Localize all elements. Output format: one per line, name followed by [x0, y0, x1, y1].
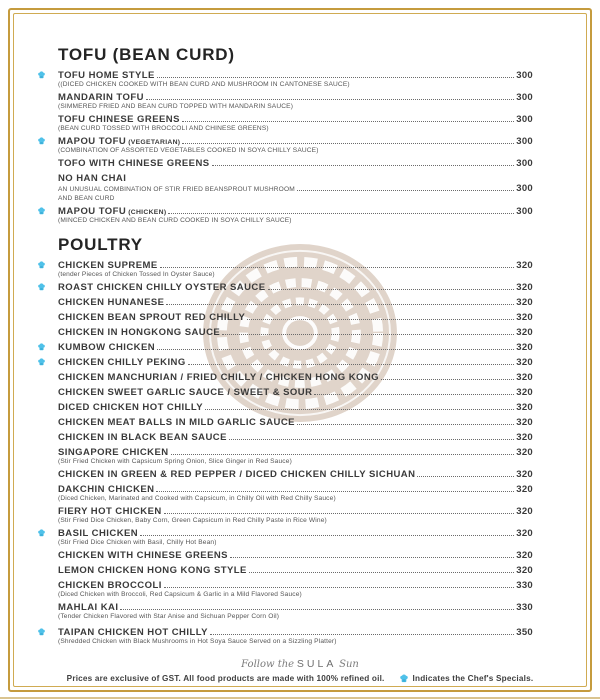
item-name: DAKCHIN CHICKEN: [58, 484, 155, 495]
dot-leader: [247, 319, 514, 320]
item-name: CHICKEN MEAT BALLS IN MILD GARLIC SAUCE: [58, 417, 295, 428]
menu-item: [36, 298, 533, 308]
item-name-line: [58, 403, 533, 413]
item-name: FIERY HOT CHICKEN: [58, 506, 162, 517]
item-description: ((DICED CHICKEN COOKED WITH BEAN CURD AND MUSHROOM IN CANTONESE SAUCE): [58, 81, 350, 88]
item-desc-line: [58, 81, 533, 88]
item-name-suffix: (VEGETARIAN): [128, 139, 181, 146]
item-price: 320: [516, 432, 533, 443]
menu-item: [36, 343, 533, 353]
menu-item: [36, 137, 533, 154]
item-name: TOFO WITH CHINESE GREENS: [58, 158, 210, 169]
item-name-line: [58, 433, 533, 443]
chefs-special-icon: [37, 71, 47, 80]
item-desc-line: [58, 638, 533, 645]
item-name-line: [58, 470, 533, 480]
menu-item: [36, 418, 533, 428]
item-description: (Shredded Chicken with Black Mushrooms in Hot Soya Sauce Served on a Sizzling Platter): [58, 638, 337, 645]
item-price: 320: [516, 260, 533, 271]
dot-leader: [120, 609, 514, 610]
tagline-script-1: Follow the: [241, 659, 295, 670]
menu-item: [36, 283, 533, 293]
item-name-line: [58, 551, 533, 561]
item-price: 330: [516, 602, 533, 613]
menu-item: [36, 388, 533, 398]
dot-leader: [156, 491, 514, 492]
item-price: 320: [516, 565, 533, 576]
item-price: 330: [516, 580, 533, 591]
item-name-suffix: (CHICKEN): [128, 209, 167, 216]
item-name-line: [58, 566, 533, 576]
chefs-special-icon: [37, 261, 47, 270]
dot-leader: [140, 535, 514, 536]
item-name-line: [58, 71, 533, 81]
dot-leader: [157, 349, 514, 350]
brand-tagline: [30, 658, 570, 670]
item-price: 350: [516, 627, 533, 638]
section-title: POULTRY: [58, 235, 143, 254]
item-desc-line: [58, 147, 533, 154]
item-price: 300: [516, 114, 533, 125]
item-price: 300: [516, 70, 533, 81]
item-desc-line: [58, 591, 533, 598]
item-price: 320: [516, 402, 533, 413]
menu-section: [36, 235, 533, 645]
item-name: CHICKEN IN BLACK BEAN SAUCE: [58, 432, 227, 443]
item-price: 320: [516, 282, 533, 293]
menu-item: [36, 470, 533, 480]
item-price: 320: [516, 484, 533, 495]
chefs-special-icon: [37, 628, 47, 637]
dot-leader: [268, 289, 515, 290]
dot-leader: [171, 454, 515, 455]
item-price: 320: [516, 342, 533, 353]
item-name: ROAST CHICKEN CHILLY OYSTER SAUCE: [58, 282, 266, 293]
item-price: 320: [516, 372, 533, 383]
item-name: CHICKEN IN GREEN & RED PEPPER / DICED CHICKEN CHILLY SICHUAN: [58, 469, 416, 480]
item-desc-line: [58, 458, 533, 465]
item-description: (Stir Fried Dice Chicken, Baby Corn, Green Capsicum in Red Chilly Paste in Rice Wine): [58, 517, 327, 524]
item-description: (tender Pieces of Chicken Tossed In Oyster Sauce): [58, 271, 215, 278]
item-name: MAPOU TOFU: [58, 136, 127, 147]
dot-leader: [164, 587, 514, 588]
item-name: MAHLAI KAI: [58, 602, 119, 613]
item-name-line: [58, 485, 533, 495]
menu-item: [36, 566, 533, 576]
dot-leader: [157, 77, 514, 78]
menu-item: [36, 328, 533, 338]
menu-item: [36, 448, 533, 465]
item-name: SINGAPORE CHICKEN: [58, 447, 169, 458]
item-price: 300: [516, 136, 533, 147]
item-description: (COMBINATION OF ASSORTED VEGETABLES COOKED IN SOYA CHILLY SAUCE): [58, 147, 319, 154]
item-price: 320: [516, 528, 533, 539]
item-name-line: [58, 313, 533, 323]
page-footer: [30, 658, 570, 683]
item-price: 320: [516, 312, 533, 323]
item-desc-line: [58, 613, 533, 620]
menu-item: [36, 313, 533, 323]
item-desc-line: [58, 495, 533, 502]
item-description: (BEAN CURD TOSSED WITH BROCCOLI AND CHINESE GREENS): [58, 125, 269, 132]
dot-leader: [249, 572, 514, 573]
item-name-line: [58, 418, 533, 428]
item-name-line: [58, 298, 533, 308]
item-name: CHICKEN SWEET GARLIC SAUCE / SWEET & SOUR: [58, 387, 313, 398]
item-name-line: [58, 115, 533, 125]
page-bottom-edge: [0, 697, 600, 699]
dot-leader: [212, 165, 515, 166]
dot-leader: [314, 394, 514, 395]
dot-leader: [164, 513, 515, 514]
dot-leader: [168, 213, 514, 214]
item-name-line: [58, 388, 533, 398]
item-price: 320: [516, 387, 533, 398]
item-name: TOFU CHINESE GREENS: [58, 114, 180, 125]
item-name-line: [58, 581, 533, 591]
dot-leader: [182, 143, 514, 144]
menu-item: [36, 261, 533, 278]
dot-leader: [166, 304, 514, 305]
dot-leader: [381, 379, 514, 380]
item-name: MANDARIN TOFU: [58, 92, 144, 103]
item-name: CHICKEN BROCCOLI: [58, 580, 162, 591]
tagline-brand: SULA: [296, 658, 337, 670]
chefs-special-icon: [37, 358, 47, 367]
dot-leader: [297, 424, 514, 425]
dot-leader: [229, 439, 514, 440]
menu-item: [36, 159, 533, 169]
menu-sections: [36, 45, 533, 650]
item-price: 300: [516, 206, 533, 217]
item-name: NO HAN CHAI: [58, 173, 127, 184]
item-name: CHICKEN CHILLY PEKING: [58, 357, 186, 368]
item-desc-line: [58, 184, 533, 194]
chefs-special-icon: [37, 137, 47, 146]
menu-item: [36, 507, 533, 524]
item-name-line: [58, 628, 533, 638]
item-name-line: [58, 207, 533, 217]
item-name: DICED CHICKEN HOT CHILLY: [58, 402, 204, 413]
footer-note-row: [30, 674, 570, 683]
menu-item: [36, 373, 533, 383]
item-price: 320: [516, 506, 533, 517]
item-name-line: [58, 159, 533, 169]
dot-leader: [188, 364, 515, 365]
item-name-line: [58, 529, 533, 539]
item-name: MAPOU TOFU: [58, 206, 127, 217]
item-name-line: [58, 283, 533, 293]
item-price: 320: [516, 357, 533, 368]
item-price: 300: [516, 183, 533, 194]
item-name-line: [58, 93, 533, 103]
menu-item: [36, 71, 533, 88]
item-name: CHICKEN SUPREME: [58, 260, 158, 271]
menu-item: [36, 207, 533, 224]
item-price: 320: [516, 417, 533, 428]
item-name: TOFU HOME STYLE: [58, 70, 155, 81]
item-description: AN UNUSUAL COMBINATION OF STIR FRIED BEANSPROUT MUSHROOM: [58, 186, 295, 193]
item-description: (Diced Chicken, Marinated and Cooked with Capsicum, in Chilly Oil with Red Chilly Sauce): [58, 495, 336, 502]
dot-leader: [182, 121, 514, 122]
dot-leader: [222, 334, 514, 335]
item-name-line: [58, 603, 533, 613]
chefs-special-icon: [399, 674, 409, 683]
item-name-line: [58, 507, 533, 517]
item-price: 300: [516, 92, 533, 103]
item-description: (Tender Chicken Flavored with Star Anise and Sichuan Pepper Corn Oil): [58, 613, 280, 620]
menu-item: [36, 628, 533, 645]
menu-item: [36, 115, 533, 132]
item-name-line: [58, 373, 533, 383]
item-name-line: [58, 358, 533, 368]
dot-leader: [160, 267, 515, 268]
item-name: KUMBOW CHICKEN: [58, 342, 156, 353]
item-description: (Stir Fried Dice Chicken with Basil, Chilly Hot Bean): [58, 539, 217, 546]
chefs-special-note: Indicates the Chef's Specials.: [412, 674, 534, 683]
item-description: (Stir Fried Chicken with Capsicum Spring Onion, Slice Ginger in Red Sauce): [58, 458, 292, 465]
chefs-special-icon: [37, 343, 47, 352]
item-desc-line: [58, 517, 533, 524]
menu-item: [36, 551, 533, 561]
item-price: 320: [516, 297, 533, 308]
dot-leader: [230, 557, 514, 558]
item-price: 320: [516, 469, 533, 480]
tagline-script-2: Sun: [339, 659, 359, 670]
menu-item: [36, 603, 533, 620]
chefs-special-icon: [37, 529, 47, 538]
item-name: BASIL CHICKEN: [58, 528, 139, 539]
item-price: 320: [516, 447, 533, 458]
menu-item: [36, 93, 533, 110]
item-name-line: [58, 137, 533, 147]
item-price: 300: [516, 158, 533, 169]
item-desc-line: [58, 103, 533, 110]
item-name: CHICKEN HUNANESE: [58, 297, 165, 308]
item-name-line: [58, 343, 533, 353]
item-name: CHICKEN IN HONGKONG SAUCE: [58, 327, 221, 338]
chefs-special-icon: [37, 207, 47, 216]
dot-leader: [146, 99, 514, 100]
item-desc-line: [58, 125, 533, 132]
menu-section: [36, 45, 533, 224]
item-description-2: AND BEAN CURD: [58, 195, 115, 202]
item-description: (MINCED CHICKEN AND BEAN CURD COOKED IN SOYA CHILLY SAUCE): [58, 217, 292, 224]
menu-item: [36, 433, 533, 443]
item-description: (SIMMERED FRIED AND BEAN CURD TOPPED WITH MANDARIN SAUCE): [58, 103, 294, 110]
item-price: 320: [516, 550, 533, 561]
item-description: (Diced Chicken with Broccoli, Red Capsicum & Garlic in a Mild Flavored Sauce): [58, 591, 302, 598]
item-name-line: [58, 261, 533, 271]
item-name-line: [58, 174, 533, 184]
section-items: [36, 71, 533, 224]
menu-item: [36, 529, 533, 546]
item-name: CHICKEN WITH CHINESE GREENS: [58, 550, 228, 561]
gst-note: Prices are exclusive of GST. All food products are made with 100% refined oil.: [66, 674, 385, 683]
menu-item: [36, 358, 533, 368]
item-name-line: [58, 448, 533, 458]
item-desc-line: [58, 217, 533, 224]
dot-leader: [210, 634, 514, 635]
dot-leader: [297, 190, 514, 191]
dot-leader: [205, 409, 514, 410]
item-name: TAIPAN CHICKEN HOT CHILLY: [58, 627, 208, 638]
item-name: LEMON CHICKEN HONG KONG STYLE: [58, 565, 247, 576]
dot-leader: [417, 476, 514, 477]
menu-item: [36, 403, 533, 413]
item-price: 320: [516, 327, 533, 338]
chefs-special-icon: [37, 283, 47, 292]
item-name: CHICKEN MANCHURIAN / FRIED CHILLY / CHICKEN HONG KONG: [58, 372, 379, 383]
menu-item: [36, 174, 533, 202]
item-name: CHICKEN BEAN SPROUT RED CHILLY: [58, 312, 246, 323]
menu-item: [36, 485, 533, 502]
section-items: [36, 261, 533, 645]
menu-item: [36, 581, 533, 598]
item-desc-line: [58, 539, 533, 546]
item-name-line: [58, 328, 533, 338]
section-title: TOFU (BEAN CURD): [58, 45, 235, 64]
item-desc-line: [58, 271, 533, 278]
